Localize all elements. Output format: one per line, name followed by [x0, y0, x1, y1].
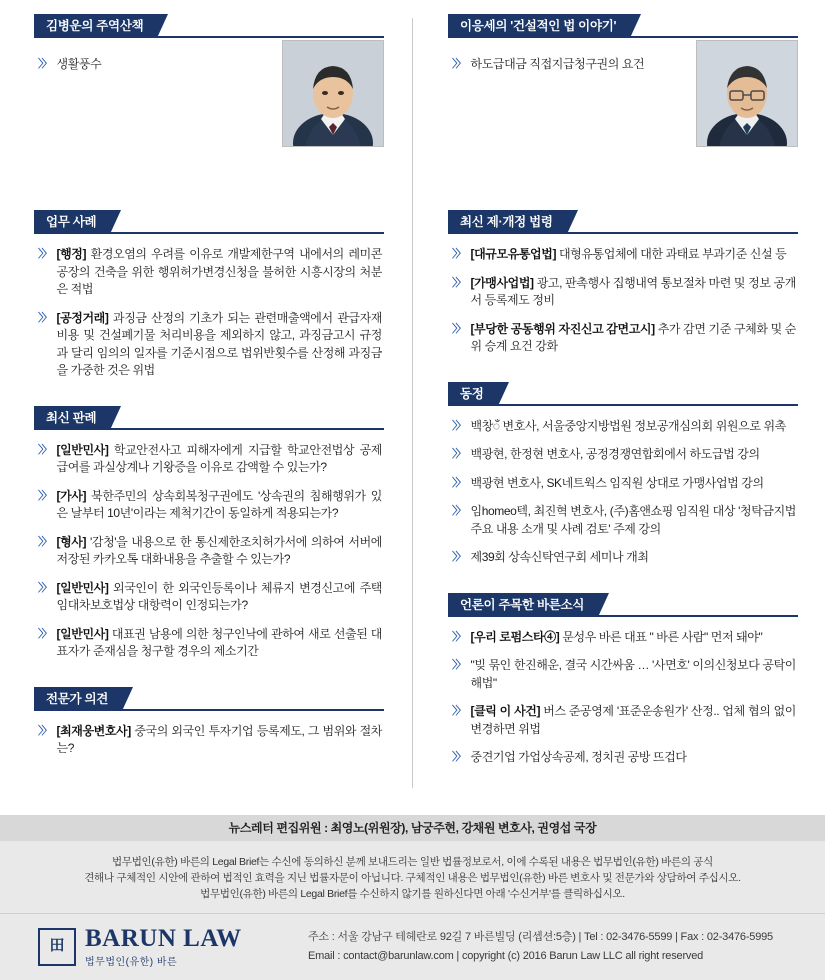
item-lead: [우리 로펌스타④] [470, 629, 560, 644]
email-line[interactable]: Email : contact@barunlaw.com | copyright (c) 2016 Barun Law LLC all right reserved [308, 950, 704, 962]
item-body: 과징금 산정의 기초가 되는 관련매출액에서 관급자재 비용 및 건설폐기물 처리비용을 제외하지 않고, 과징금고시 규정과 달리 임의의 일자를 기준시점으로 법위반횟수를 산정해 과징금을 가중한 것은 위법 [56, 310, 382, 377]
item-body: 환경오염의 우려를 이유로 개발제한구역 내에서의 레미콘 공장의 건축을 위한 행위허가변경신청을 불허한 시흥시장의 처분은 적법 [56, 247, 382, 296]
list-item [452, 657, 796, 692]
brand-name: BARUN LAW [85, 925, 242, 952]
item-body: 대표권 남용에 의한 청구인낙에 관하여 새로 선출된 대표자가 준재심을 청구할 경우의 제소기간 [56, 626, 382, 658]
brand-text [85, 926, 242, 968]
section-header [448, 593, 798, 617]
chevron-icon: 〉〉 [38, 535, 51, 548]
item-body: 외국인이 한 외국인등록이나 체류지 변경신고에 주택임대차보호법상 대항력이 인정되는가? [56, 580, 382, 612]
item-lead: [가맹사업법] [470, 275, 534, 290]
chevron-icon: 〉〉 [38, 581, 51, 594]
section-construction-law-story [448, 14, 798, 154]
section-title: 최신 제·개정 법령 [448, 210, 567, 234]
item-lead: [형사] [56, 534, 87, 549]
footer [0, 815, 825, 980]
item-body: 학교안전사고 피해자에게 지급할 학교안전법상 공제 급여를 과실상계나 기왕증을 이유로 감액할 수 있는가? [56, 442, 382, 474]
section-activities [448, 382, 798, 567]
chevron-icon: 〉〉 [38, 724, 51, 737]
chevron-icon: 〉〉 [452, 419, 465, 432]
chevron-icon: 〉〉 [452, 705, 465, 717]
list-item [452, 703, 796, 738]
item-body: 중국의 외국인 투자기업 등록제도, 그 범위와 절차는? [56, 723, 382, 755]
section-title: 업무 사례 [34, 210, 110, 234]
chevron-icon: 〉〉 [452, 248, 465, 260]
item-lead: [일반민사] [56, 580, 109, 595]
item-text[interactable] [471, 703, 797, 738]
brand-logo[interactable] [0, 926, 300, 968]
list-item [452, 275, 796, 310]
section-title: 동정 [448, 382, 498, 406]
item-body: 추가 감면 기준 구체화 및 순위 승계 요건 강화 [470, 321, 796, 353]
section-header [448, 210, 798, 234]
list-item [38, 488, 382, 523]
brand-sub: 법무법인(유한) 바른 [85, 957, 178, 968]
chevron-icon: 〉〉 [38, 311, 51, 324]
list-item [38, 310, 382, 380]
item-text[interactable]: 임homeo텍, 최진혁 변호사, (주)홈앤쇼핑 임직원 대상 '청탁금지법 주요 내용 소개 및 사례 검토' 주제 강의 [470, 504, 796, 536]
chevron-icon: 〉〉 [452, 659, 465, 671]
right-column [412, 0, 824, 815]
item-body: '감청'을 내용으로 한 통신제한조치허가서에 의하여 서버에 저장된 카카오톡 대화내용을 추출할 수 있는가? [56, 534, 382, 566]
contact-info [300, 928, 825, 966]
item-lead: [가사] [56, 488, 87, 503]
section-header [34, 210, 384, 234]
list-item [38, 626, 382, 661]
item-body: 문성우 바른 대표 " 바른 사람" 먼저 돼야" [559, 629, 763, 644]
section-business-cases [34, 210, 384, 380]
editorial-board: 뉴스레터 편집위원 : 최영노(위원장), 남궁주현, 강채원 변호사, 권영섭 국장 [0, 815, 825, 841]
section-items [448, 629, 798, 767]
chevron-icon: 〉〉 [38, 627, 51, 640]
section-press-news [448, 593, 798, 767]
list-item [452, 749, 796, 767]
chevron-icon: 〉〉 [452, 551, 465, 563]
chevron-icon: 〉〉 [452, 505, 465, 517]
section-header [448, 14, 798, 38]
item-body: 북한주민의 상속회복청구권에도 '상속권의 침해행위가 있은 날부터 10년'이라는 제척기간이 동일하게 적용되는가? [56, 488, 382, 520]
item-text[interactable] [57, 534, 383, 569]
list-item [452, 549, 796, 567]
section-header [34, 687, 384, 711]
section-title: 최신 판례 [34, 406, 110, 430]
section-items [448, 246, 798, 356]
item-text[interactable] [57, 626, 383, 661]
section-title: 언론이 주목한 바른소식 [448, 593, 598, 617]
item-lead: [일반민사] [56, 442, 109, 457]
footer-disclaimer [0, 841, 825, 902]
item-text[interactable]: 중견기업 가업상속공제, 정치권 공방 뜨겁다 [470, 750, 687, 764]
list-item [38, 246, 382, 299]
section-recent-precedents [34, 406, 384, 661]
item-lead: [공정거래] [56, 310, 109, 325]
item-text[interactable] [57, 246, 383, 299]
chevron-icon: 〉〉 [452, 58, 465, 70]
section-header [34, 14, 384, 38]
item-text[interactable] [57, 442, 383, 477]
item-text[interactable]: 생활풍수 [56, 57, 102, 71]
item-lead: [일반민사] [56, 626, 109, 641]
list-item [452, 321, 796, 356]
section-expert-opinion [34, 687, 384, 758]
list-item [452, 475, 796, 493]
item-lead: [최재웅변호사] [56, 723, 131, 738]
item-text[interactable] [57, 488, 383, 523]
section-title: 김병운의 주역산책 [34, 14, 157, 38]
section-juyeok-sanchaek [34, 14, 384, 154]
item-text[interactable]: 하도급대금 직접지급청구권의 요건 [470, 57, 645, 71]
item-text[interactable] [471, 246, 787, 264]
item-body: 대형유통업체에 대한 과태료 부과기준 신설 등 [556, 247, 787, 261]
item-text[interactable] [57, 580, 383, 615]
chevron-icon: 〉〉 [452, 322, 465, 335]
section-new-amended-laws [448, 210, 798, 356]
list-item [38, 442, 382, 477]
chevron-icon: 〉〉 [452, 476, 465, 489]
item-text[interactable]: 백광현 변호사, SK네트웍스 임직원 상대로 가맹사업법 강의 [470, 475, 764, 490]
item-text[interactable] [471, 275, 797, 310]
section-items [34, 723, 384, 758]
section-header [448, 382, 798, 406]
list-item [452, 246, 796, 264]
chevron-icon: 〉〉 [452, 276, 465, 289]
author-photo-kim-byung-un [282, 40, 384, 147]
item-body: 광고, 판촉행사 집행내역 통보절차 마련 및 정보 공개서 등록제도 정비 [470, 275, 796, 307]
left-column [0, 0, 412, 815]
section-items [448, 418, 798, 567]
disclaimer-line-2: 견해나 구체적인 시안에 관하여 법적인 효력을 지닌 법률자문이 아닙니다. 구체적인 내용은 법무법인(유한) 바른 변호사 및 전문가와 상담하여 주십시오. [84, 872, 741, 884]
chevron-icon: 〉〉 [452, 751, 465, 763]
chevron-icon: 〉〉 [38, 443, 51, 456]
list-item [452, 418, 796, 436]
list-item [452, 629, 796, 647]
item-lead: [대규모유통업법] [470, 247, 557, 261]
chevron-icon: 〉〉 [452, 448, 465, 460]
footer-bottom-bar [0, 913, 825, 980]
item-body: 버스 준공영제 '표준운송원가' 산정.. 업체 협의 없이 변경하면 위법 [470, 704, 796, 736]
item-text[interactable] [471, 321, 797, 356]
section-title: 전문가 의견 [34, 687, 122, 711]
section-title: 이응세의 '건설적인 법 이야기' [448, 14, 630, 38]
chevron-icon: 〉〉 [38, 58, 51, 70]
list-item [38, 534, 382, 569]
section-items [34, 246, 384, 380]
item-text[interactable] [57, 723, 383, 758]
chevron-icon: 〉〉 [38, 489, 51, 502]
disclaimer-line-1: 법무법인(유한) 바른의 Legal Brief는 수신에 동의하신 분께 보내드리는 일반 법률정보로서, 이에 수록된 내용은 법무법인(유한) 바른의 공식 [112, 856, 713, 868]
address-line: 주소 : 서울 강남구 테헤란로 92길 7 바른빌딩 (리셉션:5층) | Tel : 02-3476-5599 | Fax : 02-3476-5995 [308, 931, 773, 943]
item-text[interactable]: 제39회 상속신탁연구회 세미나 개최 [470, 550, 649, 564]
barun-law-mark-icon: 田 [38, 928, 76, 966]
list-item [452, 503, 796, 538]
chevron-icon: 〉〉 [38, 248, 51, 260]
item-lead: [클릭 이 사건] [470, 704, 541, 718]
section-header [34, 406, 384, 430]
item-text[interactable]: "빚 묶인 한진해운, 결국 시간싸움 … '사면호' 이의신청보다 공탁이 해법" [470, 658, 796, 690]
chevron-icon: 〉〉 [452, 630, 465, 643]
item-text[interactable] [57, 310, 383, 380]
item-text[interactable] [471, 629, 763, 647]
disclaimer-line-3[interactable]: 법무법인(유한) 바른의 Legal Brief를 수신하지 않기를 원하신다면 아래 '수신거부'를 클릭하십시오. [200, 888, 625, 900]
author-photo-lee-eung-se [696, 40, 798, 147]
list-item [452, 446, 796, 464]
section-items [34, 442, 384, 661]
list-item [38, 723, 382, 758]
item-text[interactable]: 백창ँ 변호사, 서울중앙지방법원 정보공개심의회 위원으로 위촉 [470, 418, 786, 433]
item-lead: [행정] [56, 247, 87, 261]
item-text[interactable]: 백광현, 한정현 변호사, 공정경쟁연합회에서 하도급법 강의 [470, 447, 760, 461]
list-item [38, 580, 382, 615]
item-lead: [부당한 공동행위 자진신고 감면고시] [470, 321, 655, 336]
